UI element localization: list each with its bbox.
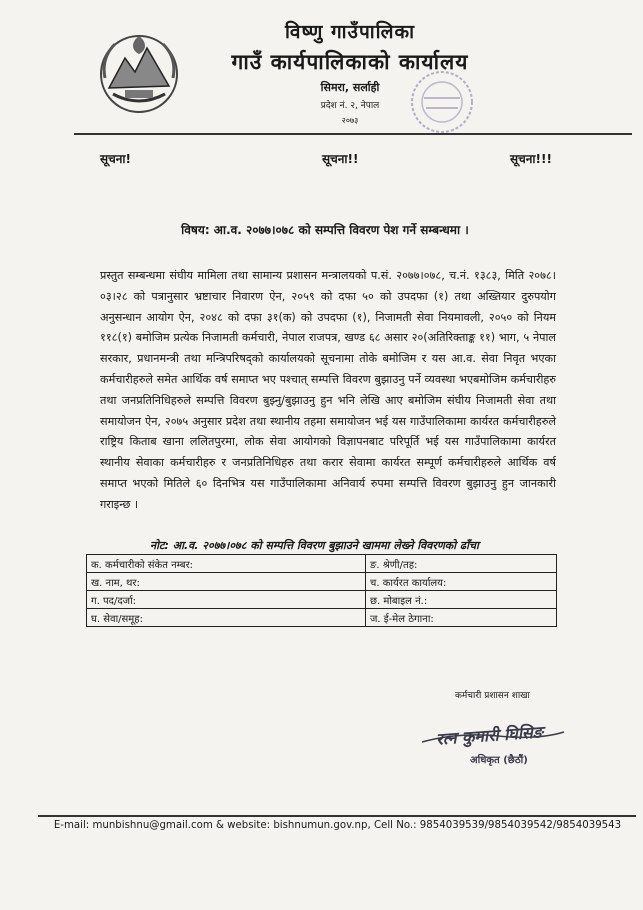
notice-label-1: सूचना!	[100, 152, 131, 166]
department-name: कर्मचारी प्रशासन शाखा	[455, 691, 530, 701]
table-row	[87, 591, 557, 609]
header-divider	[74, 133, 632, 135]
footer-divider	[38, 815, 636, 817]
office-stamp-icon	[402, 68, 480, 138]
office-address: सिमरा, सर्लाही	[320, 81, 380, 94]
municipality-name: विष्णु गाउँपालिका	[284, 21, 415, 43]
notice-label-3: सूचना!!!	[510, 152, 552, 166]
nepal-emblem-icon	[95, 28, 183, 116]
table-cell: ख. नाम, थर:	[87, 573, 366, 591]
table-cell: घ. सेवा/समूह:	[87, 609, 366, 627]
footer-contact: E-mail: munbishnu@gmail.com & website: bishnumun.gov.np, Cell No.: 9854039539/9854039542/9854039543	[53, 820, 622, 831]
signatory-title: अधिकृत (छैठौं)	[470, 755, 528, 766]
envelope-format-note: नोट: आ.व. २०७७।०७८ को सम्पत्ति विवरण बुझाउने खाममा लेख्ने विवरणको ढाँचा	[150, 539, 479, 552]
office-name: गाउँ कार्यपालिकाको कार्यालय	[231, 50, 469, 74]
province: प्रदेश नं. २, नेपाल	[320, 101, 380, 111]
table-cell: ज. ई-मेल ठेगाना:	[366, 609, 557, 627]
established-year: २०७३	[341, 116, 359, 125]
table-cell: च. कार्यरत कार्यालय:	[366, 573, 557, 591]
table-row	[87, 555, 557, 573]
notice-body: प्रस्तुत सम्बन्धमा संघीय मामिला तथा सामान्य प्रशासन मन्त्रालयको प.सं. २०७७।०७८, च.नं. १३८३, मिति २०७८।०३।२८ को पत्रानुसार भ्रष्टाचार निवारण ऐन, २०५९ को दफा ५० को उपदफा (१) तथा अख्तियार दुरुपयोग अनुसन्धान आयोग ऐन, २०४८ को दफा ३१(क) को उपदफा (१), निजामती सेवा नियमावली, २०५० को नियम ११८(१) बमोजिम प्रत्येक निजामती कर्मचारी, नेपाल राजपत्र, खण्ड ६८ असार २०(अतिरिक्ताङ्क ११) भाग, ५ नेपाल सरकार, प्रधानमन्त्री तथा मन्त्रिपरिषद्को कार्यालयको सूचनामा तोके बमोजिम र यस आ.व. सेवा निवृत भएका कर्मचारीहरुले समेत आर्थिक वर्ष समाप्त भए पश्चात् सम्पत्ति विवरण बुझाउनु पर्ने व्यवस्था भएबमोजिम कर्मचारीहरु तथा जनप्रतिनिधिहरुले सम्पत्ति विवरण बुझ्नु/बुझाउनु हुन भनि लेखि आए बमोजिम संघीय निजामती सेवा तथा समायोजन ऐन, २०७५ अनुसार प्रदेश तथा स्थानीय तहमा समायोजन भई यस गाउँपालिकामा कार्यरत कर्मचारीहरुले राष्ट्रिय किताब खाना ललितपुरमा, लोक सेवा आयोगको विज्ञापनबाट परिपूर्ति भई यस गाउँपालिकामा कार्यरत स्थानीय सेवाका कर्मचारीहरु र जनप्रतिनिधिहरु तथा करार सेवामा कार्यरत सम्पूर्ण कर्मचारीहरुले आर्थिक वर्ष समाप्त भएको मितिले ६० दिनभित्र यस गाउँपालिकामा अनिवार्य रुपमा सम्पत्ति विवरण बुझाउनु हुन जानकारी गराइन्छ ।	[100, 269, 556, 511]
table-row	[87, 573, 557, 591]
table-cell: क. कर्मचारीको संकेत नम्बर:	[87, 555, 366, 573]
notice-label-2: सूचना!!	[322, 152, 359, 166]
table-cell: छ. मोबाइल नं.:	[366, 591, 557, 609]
envelope-format-table	[86, 554, 557, 627]
table-cell: ग. पद/दर्जा:	[87, 591, 366, 609]
signatory-name: रत्न कुमारी घिसिङ	[435, 722, 544, 749]
table-cell: ङ. श्रेणी/तह:	[366, 555, 557, 573]
table-row	[87, 609, 557, 627]
subject-line: विषय: आ.व. २०७७।०७८ को सम्पत्ति विवरण पेश गर्ने सम्बन्धमा ।	[181, 223, 469, 237]
